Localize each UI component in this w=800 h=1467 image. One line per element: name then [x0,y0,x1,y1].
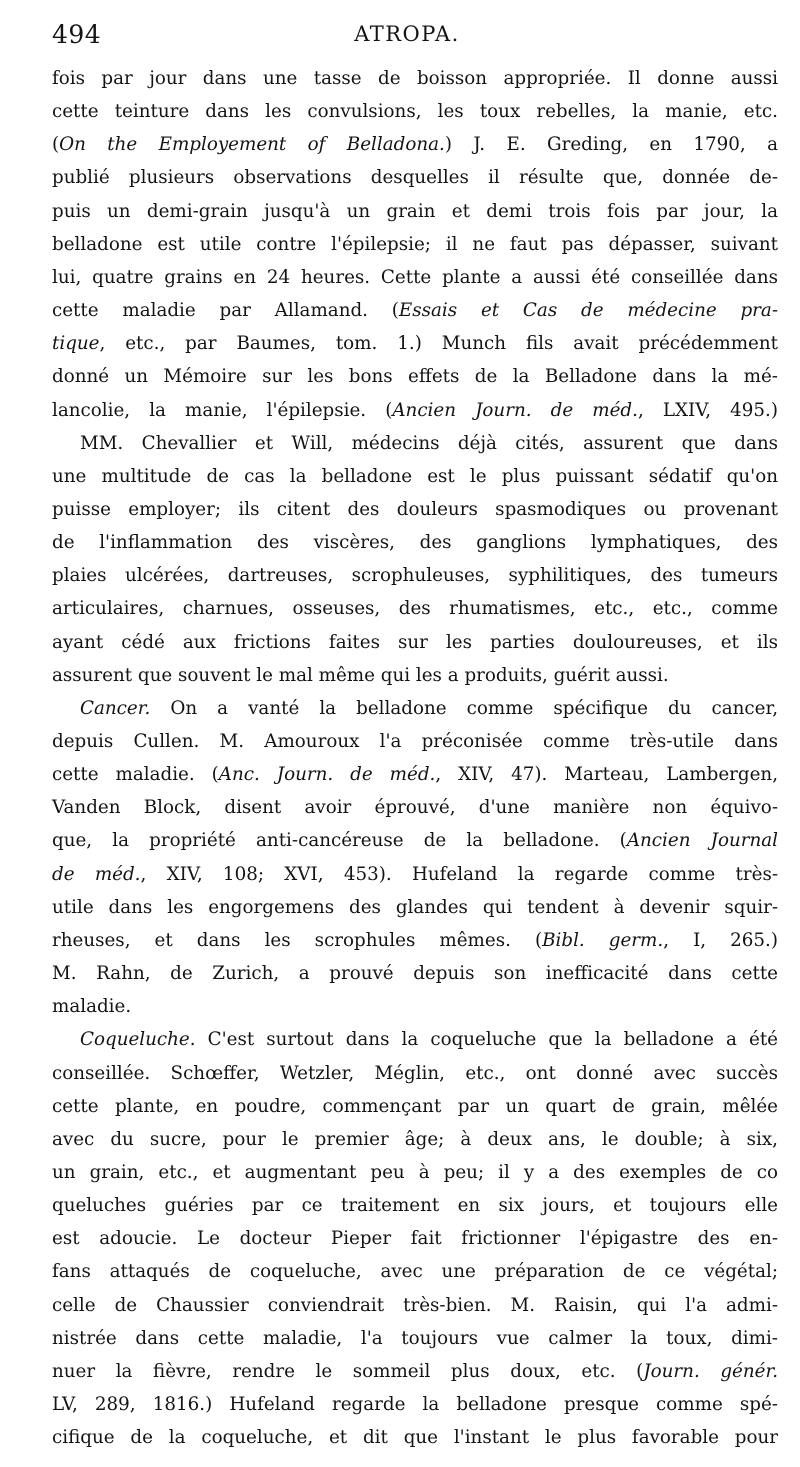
text-run: ) J. E. Greding, en 1790, a [444,134,778,156]
italic-text-run: Coqueluche. [80,1029,196,1051]
text-line [52,62,778,95]
text-line [80,427,778,460]
text-run: maladie. [52,996,132,1018]
text-line [52,791,778,824]
page-number: 494 [52,20,102,49]
text-run: conseillée. Schœffer, Wetzler, Méglin, etc., ont donné avec succès [52,1062,778,1084]
text-run: une multitude de cas la belladone est le plus puissant sédatif qu'on [52,465,778,487]
text-run: , LXIV, 495.) [637,399,778,421]
text-line [52,1222,778,1255]
text-run: celle de Chaussier conviendrait très-bien. M. Raisin, qui l'a admi- [52,1294,778,1316]
text-line [52,858,778,891]
text-run: puis un demi-grain jusqu'à un grain et demi trois fois par jour, la [52,200,778,222]
text-run: nuer la fièvre, rendre le sommeil plus doux, etc. ( [52,1360,644,1382]
text-run: ayant cédé aux frictions faites sur les parties douloureuses, et ils [52,631,778,653]
text-line [52,758,778,791]
text-line [52,526,778,559]
text-line [52,957,778,990]
text-line [52,659,778,692]
italic-text-run: de méd. [52,863,141,885]
text-line [52,626,778,659]
text-run: cette teinture dans les convulsions, les toux rebelles, la manie, etc. [52,101,778,123]
text-run: MM. Chevallier et Will, médecins déjà cités, assurent que dans [80,432,778,454]
running-head: ATROPA. [354,22,460,46]
text-line [52,1421,778,1454]
italic-text-run: Journ. génér. [643,1360,779,1382]
text-run: cifique de la coqueluche, et dit que l'instant le plus favorable pour [52,1427,778,1449]
text-line [52,460,778,493]
text-line [52,261,778,294]
text-run: cette plante, en poudre, commençant par un quart de grain, mêlée [52,1095,778,1117]
text-line [52,327,778,360]
text-run: cette maladie. ( [52,764,219,786]
page-header [52,20,762,54]
italic-text-run: Ancien Journ. de méd. [392,399,638,421]
text-line [80,1023,778,1056]
text-run: un grain, etc., et augmentant peu à peu; il y a des exemples de co [52,1162,778,1183]
italic-text-run: Essais et Cas de médecine pra- [398,300,778,321]
text-run: rheuses, et dans les scrophules mêmes. ( [52,929,543,951]
text-run: queluches guéries par ce traitement en six jours, et toujours elle [52,1195,778,1217]
text-line [52,891,778,924]
text-run: cette maladie par Allamand. ( [52,300,399,321]
text-line [52,725,778,758]
text-run: articulaires, charnues, osseuses, des rhumatismes, etc., etc., comme [52,598,778,620]
text-line [52,559,778,592]
text-line [52,1388,778,1421]
text-line [52,95,778,128]
text-line [52,824,778,857]
text-run: avec du sucre, pour le premier âge; à deux ans, le double; à six, [52,1128,778,1150]
text-run: Vanden Block, disent avoir éprouvé, d'une manière non équivo- [52,797,778,819]
text-line [52,1355,778,1388]
text-run: assurent que souvent le mal même qui les a produits, guérit aussi. [52,664,669,686]
text-line [52,360,778,393]
italic-text-run: tique [52,333,100,355]
text-run: plaies ulcérées, dartreuses, scrophuleuses, syphilitiques, des tumeurs [52,565,778,587]
italic-text-run: On the Employement of Belladona. [59,134,445,156]
text-line [52,128,778,161]
text-run: M. Rahn, de Zurich, a prouvé depuis son inefficacité dans cette [52,963,778,984]
italic-text-run: Anc. Journ. de méd. [218,764,436,786]
text-line [52,1123,778,1156]
text-line [80,692,778,725]
text-run: nistrée dans cette maladie, l'a toujours vue calmer la toux, dimi- [52,1327,778,1349]
text-line [52,990,778,1023]
text-run: puisse employer; ils citent des douleurs spasmodiques ou provenant [52,498,778,520]
text-run: que, la propriété anti-cancéreuse de la belladone. ( [52,830,627,852]
text-line [52,228,778,261]
text-run: est adoucie. Le docteur Pieper fait frictionner l'épigastre des en- [52,1228,778,1250]
italic-text-run: Cancer. [80,697,151,719]
text-line [52,1289,778,1322]
text-line [52,1322,778,1355]
text-run: lui, quatre grains en 24 heures. Cette plante a aussi été conseillée dans [52,266,778,288]
text-run: lancolie, la manie, l'épilepsie. ( [52,399,393,421]
text-run: publié plusieurs observations desquelles il résulte que, donnée de- [52,167,778,189]
text-line [52,1057,778,1090]
text-run: ( [52,134,60,156]
text-run: , I, 265.) [663,929,778,951]
italic-text-run: Bibl. germ. [542,929,664,951]
text-run: depuis Cullen. M. Amouroux l'a préconisée comme très-utile dans [52,731,778,752]
text-line [52,1255,778,1288]
text-run: donné un Mémoire sur les bons effets de la Belladone dans la mé- [52,366,778,388]
text-line [52,592,778,625]
text-run: LV, 289, 1816.) Hufeland regarde la belladone presque comme spé- [52,1394,778,1415]
text-line [52,195,778,228]
text-line [52,294,778,327]
text-line [52,161,778,194]
text-run: , XIV, 47). Marteau, Lambergen, [435,764,779,786]
text-run: fois par jour dans une tasse de boisson appropriée. Il donne aussi [52,68,778,89]
text-run: , etc., par Baumes, tom. 1.) Munch fils avait précédemment [99,333,778,355]
text-line [52,1189,778,1222]
italic-text-run: Ancien Journal [626,830,778,852]
text-run: On a vanté la belladone comme spécifique du cancer, [150,697,778,719]
text-line [52,493,778,526]
text-run: de l'inflammation des viscères, des ganglions lymphatiques, des [52,532,778,554]
text-run: belladone est utile contre l'épilepsie; il ne faut pas dépasser, suivant [52,233,778,255]
text-run: fans attaqués de coqueluche, avec une préparation de ce végétal; [52,1261,778,1283]
text-line [52,924,778,957]
text-run: C'est surtout dans la coqueluche que la belladone a été [195,1029,778,1051]
text-run: utile dans les engorgemens des glandes qui tendent à devenir squir- [52,896,778,918]
text-run: , XIV, 108; XVI, 453). Hufeland la regarde comme très- [140,863,779,885]
text-line [52,1090,778,1123]
text-line [52,394,778,427]
text-line [52,1156,778,1189]
